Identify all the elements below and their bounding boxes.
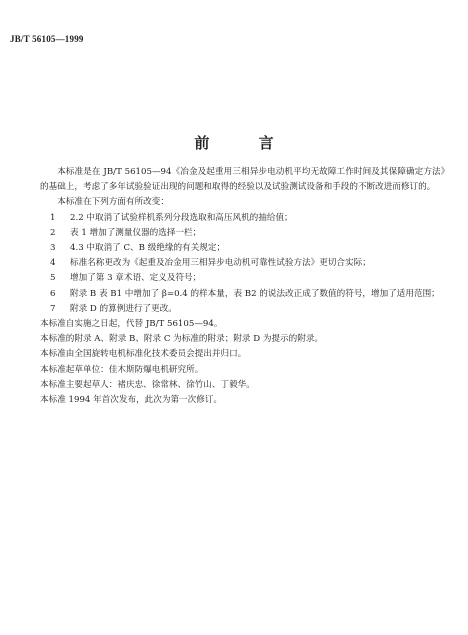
change-item [40, 241, 445, 256]
change-item-number: 1 [50, 212, 56, 223]
change-item [40, 211, 445, 226]
change-item-text: 标准名称更改为《起重及冶金用三相异步电动机可靠性试验方法》更切合实际； [70, 258, 371, 269]
note-paragraph: 本标准 1994 年首次发布，此次为第一次修订。 [40, 395, 223, 406]
note-paragraph: 本标准主要起草人：褚庆忠、徐常林、徐竹山、丁毅华。 [40, 379, 255, 390]
standard-code-header: JB/T 56105—1999 [10, 34, 84, 44]
change-item [40, 271, 445, 286]
change-item [40, 287, 445, 302]
change-item-text: 增加了第 3 章术语、定义及符号； [70, 273, 202, 284]
change-item-number: 2 [50, 227, 56, 238]
change-item-text: 附录 B 表 B1 中增加了 β=0.4 的样本量，表 B2 的说法改正成了数值的符号，增加了适用范围； [70, 288, 440, 299]
note-paragraph: 本标准由全国旋转电机标准化技术委员会提出并归口。 [40, 349, 247, 360]
change-item [40, 302, 445, 317]
change-item-text: 4.3 中取消了 C、B 级绝缘的有关规定； [70, 243, 226, 254]
note-paragraph: 本标准起草单位：佳木斯防爆电机研究所。 [40, 364, 204, 375]
change-item-text: 附录 D 的算例进行了更改。 [70, 303, 177, 314]
change-item [40, 226, 445, 241]
intro-paragraph: 本标准是在 JB/T 56105—94《冶金及起重用三相异步电动机平均无故障工作时间及其保障确定方法》的基础上，考虑了多年试验验证出现的问题和取得的经验以及试验测试设备和手段的不断改进而修订的。 [40, 167, 445, 193]
changes-lead-paragraph: 本标准在下列方面有所改变： [57, 197, 169, 208]
change-item-number: 3 [50, 243, 56, 254]
change-item-number: 7 [50, 303, 56, 314]
change-item-text: 2.2 中取消了试验样机系列分段选取和高压风机的抽给值； [70, 212, 293, 223]
change-item-number: 4 [50, 258, 56, 269]
change-item-number: 5 [50, 273, 56, 284]
foreword-body [40, 165, 445, 408]
change-item-text: 表 1 增加了测量仪器的选择一栏； [70, 227, 202, 238]
note-paragraph: 本标准自实施之日起，代替 JB/T 56105—94。 [40, 319, 223, 330]
foreword-title: 前 言 [194, 134, 296, 152]
change-item-number: 6 [50, 288, 56, 299]
change-item [40, 256, 445, 271]
note-paragraph: 本标准的附录 A、附录 B、附录 C 为标准的附录；附录 D 为提示的附录。 [40, 334, 324, 345]
